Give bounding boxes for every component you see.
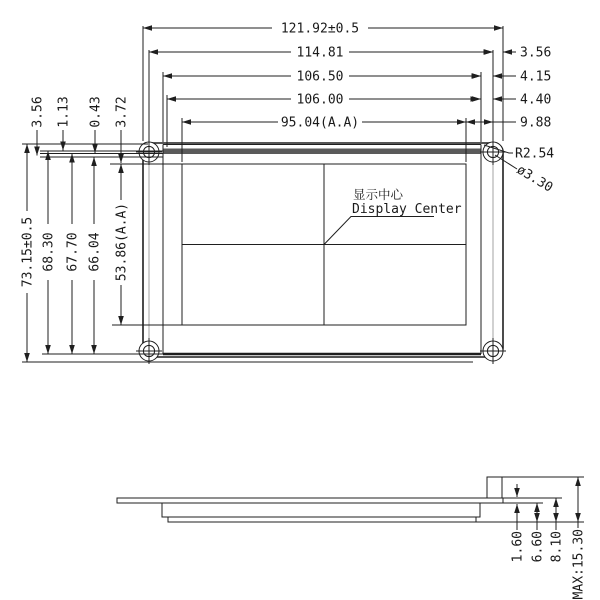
dim-height-4: 66.04 xyxy=(87,232,103,272)
dim-right-glass-offset: 4.15 xyxy=(520,69,552,85)
dim-top-offset-2: 1.13 xyxy=(56,96,72,128)
mounting-hole-bottom-right xyxy=(480,338,506,364)
dimensions-top xyxy=(143,22,503,163)
dim-top-offset-1: 3.56 xyxy=(30,96,46,128)
dimensions-side xyxy=(476,477,587,599)
dim-hole-span: 114.81 xyxy=(296,45,344,61)
corner-radius-label: R2.54 xyxy=(515,146,555,162)
dimensions-top-left xyxy=(22,96,182,164)
hole-diameter-leader xyxy=(495,155,517,169)
mounting-hole-bottom-left xyxy=(136,338,162,364)
glass-plate-profile xyxy=(117,498,503,503)
center-crosshair xyxy=(182,164,466,325)
active-area xyxy=(182,164,466,325)
dimensions-left xyxy=(21,144,183,362)
side-profile xyxy=(117,477,503,522)
dim-top-offset-4: 3.72 xyxy=(114,96,130,128)
dim-right-hole-offset: 3.56 xyxy=(520,45,552,61)
dim-glass-width: 106.50 xyxy=(296,69,344,85)
dim-overall-height: 73.15±0.5 xyxy=(20,216,36,288)
hole-diameter-label: ø3.30 xyxy=(513,162,556,196)
dimensions-right xyxy=(466,46,555,196)
dim-height-3: 67.70 xyxy=(65,232,81,272)
mounting-holes xyxy=(136,139,506,364)
dim-max-thickness: MAX:15.30 xyxy=(571,529,587,600)
bottom-frame-profile xyxy=(168,517,476,522)
dim-glass-thickness: 1.60 xyxy=(510,531,526,563)
display-center-leader xyxy=(325,217,435,245)
display-center-label-zh: 显示中心 xyxy=(353,187,404,202)
dim-overall-width: 121.92±0.5 xyxy=(280,21,360,37)
top-view xyxy=(21,22,556,365)
dim-body-thickness: 6.60 xyxy=(530,531,546,563)
display-center-label-en: Display Center xyxy=(352,202,462,217)
display-center-callout xyxy=(325,187,462,244)
dim-right-active-offset: 9.88 xyxy=(520,115,552,131)
dim-active-height: 53.86(A.A) xyxy=(114,202,130,282)
dim-top-offset-3: 0.43 xyxy=(88,96,104,128)
connector-profile xyxy=(487,477,502,498)
dim-right-bezel-offset: 4.40 xyxy=(520,92,552,108)
glass-top-bar xyxy=(163,149,481,155)
body-profile xyxy=(162,503,480,517)
dim-active-width: 95.04(A.A) xyxy=(280,115,360,131)
dim-module-thickness: 8.10 xyxy=(549,531,565,563)
glass-side-edges xyxy=(163,145,481,355)
dim-bezel-width: 106.00 xyxy=(296,92,344,108)
side-view xyxy=(117,477,587,599)
dim-height-2: 68.30 xyxy=(41,232,57,272)
